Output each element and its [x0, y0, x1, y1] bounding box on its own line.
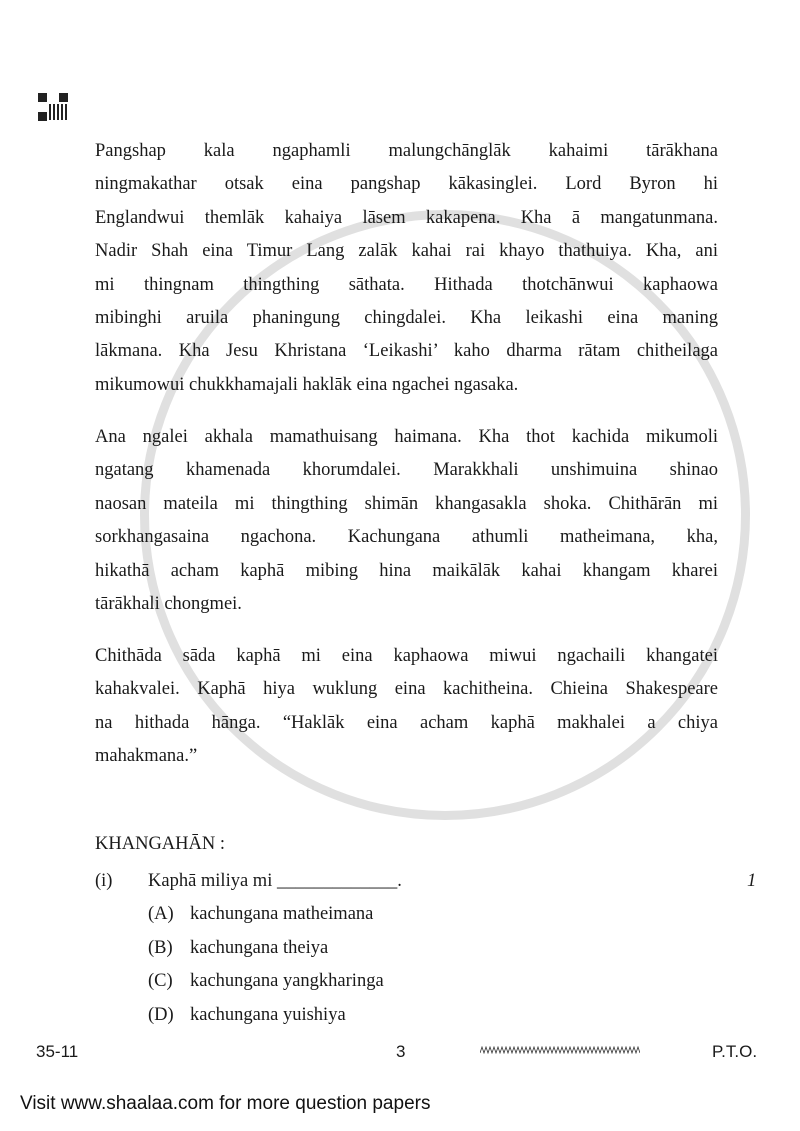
pto-label: P.T.O. — [712, 1042, 758, 1061]
passage-line: Pangshap kala ngaphamli malungchānglāk kahaimi tārākhana — [95, 141, 718, 161]
option-text: kachungana matheimana — [190, 904, 374, 924]
passage-line: tārākhali chongmei. — [95, 593, 242, 614]
qr-code-icon — [38, 93, 68, 121]
option-label: (D) — [148, 1005, 174, 1025]
option-a — [148, 904, 373, 925]
passage-line: Chithāda sāda kaphā mi eina kaphaowa miwui ngachaili khangatei — [95, 646, 718, 666]
paper-code: 35-11 — [36, 1042, 79, 1061]
passage-line: lākmana. Kha Jesu Khristana ‘Leikashi’ kaho dharma rātam chitheilaga — [95, 341, 718, 362]
wavy-line-decoration — [480, 1046, 640, 1054]
passage-line: Nadir Shah eina Timur Lang zalāk kahai rai khayo thathuiya. Kha, ani — [95, 241, 718, 262]
passage-paragraph-3 — [95, 640, 718, 774]
page-number: 3 — [396, 1042, 406, 1061]
passage-line: ngatang khamenada khorumdalei. Marakkhali unshimuina shinao — [95, 460, 718, 481]
option-text: kachungana yuishiya — [190, 1005, 346, 1025]
passage-paragraph-1 — [95, 135, 718, 402]
passage-line: naosan mateila mi thingthing shimān khangasakla shoka. Chithārān mi — [95, 493, 718, 514]
passage-line: kahakvalei. Kaphā hiya wuklung eina kachitheina. Chieina Shakespeare — [95, 679, 718, 700]
passage-line: mi thingnam thingthing sāthata. Hithada thotchānwui kaphaowa — [95, 274, 718, 295]
passage-line: Ana ngalei akhala mamathuisang haimana. Kha thot kachida mikumoli — [95, 427, 718, 447]
passage-line: Englandwui themlāk kahaiya lāsem kakapena. Kha ā mangatunmana. — [95, 207, 718, 228]
option-c — [148, 971, 384, 992]
option-label: (B) — [148, 938, 173, 958]
passage-paragraph-2 — [95, 421, 718, 621]
option-text: kachungana yangkharinga — [190, 971, 384, 991]
option-d — [148, 1005, 346, 1026]
question-number: (i) — [95, 871, 113, 891]
passage-line: hikathā acham kaphā mibing hina maikālāk kahai khangam kharei — [95, 560, 718, 581]
passage-line: mahakmana.” — [95, 746, 198, 767]
passage-line: na hithada hānga. “Haklāk eina acham kaphā makhalei a chiya — [95, 712, 718, 733]
passage-line: sorkhangasaina ngachona. Kachungana athumli matheimana, kha, — [95, 527, 718, 548]
visit-shaalaa-link[interactable]: Visit www.shaalaa.com for more question papers — [20, 1093, 431, 1114]
option-label: (C) — [148, 971, 173, 991]
option-label: (A) — [148, 904, 174, 924]
passage-line: mikumowui chukkhamajali haklāk eina ngachei ngasaka. — [95, 374, 519, 395]
question-marks: 1 — [747, 871, 757, 891]
option-text: kachungana theiya — [190, 938, 329, 958]
passage-line: mibinghi aruila phaningung chingdalei. Kha leikashi eina maning — [95, 307, 718, 328]
questions-heading: KHANGAHĀN : — [95, 834, 226, 854]
option-b — [148, 938, 328, 959]
question-text: Kaphā miliya mi _____________. — [148, 871, 402, 891]
passage-line: ningmakathar otsak eina pangshap kākasinglei. Lord Byron hi — [95, 174, 718, 195]
